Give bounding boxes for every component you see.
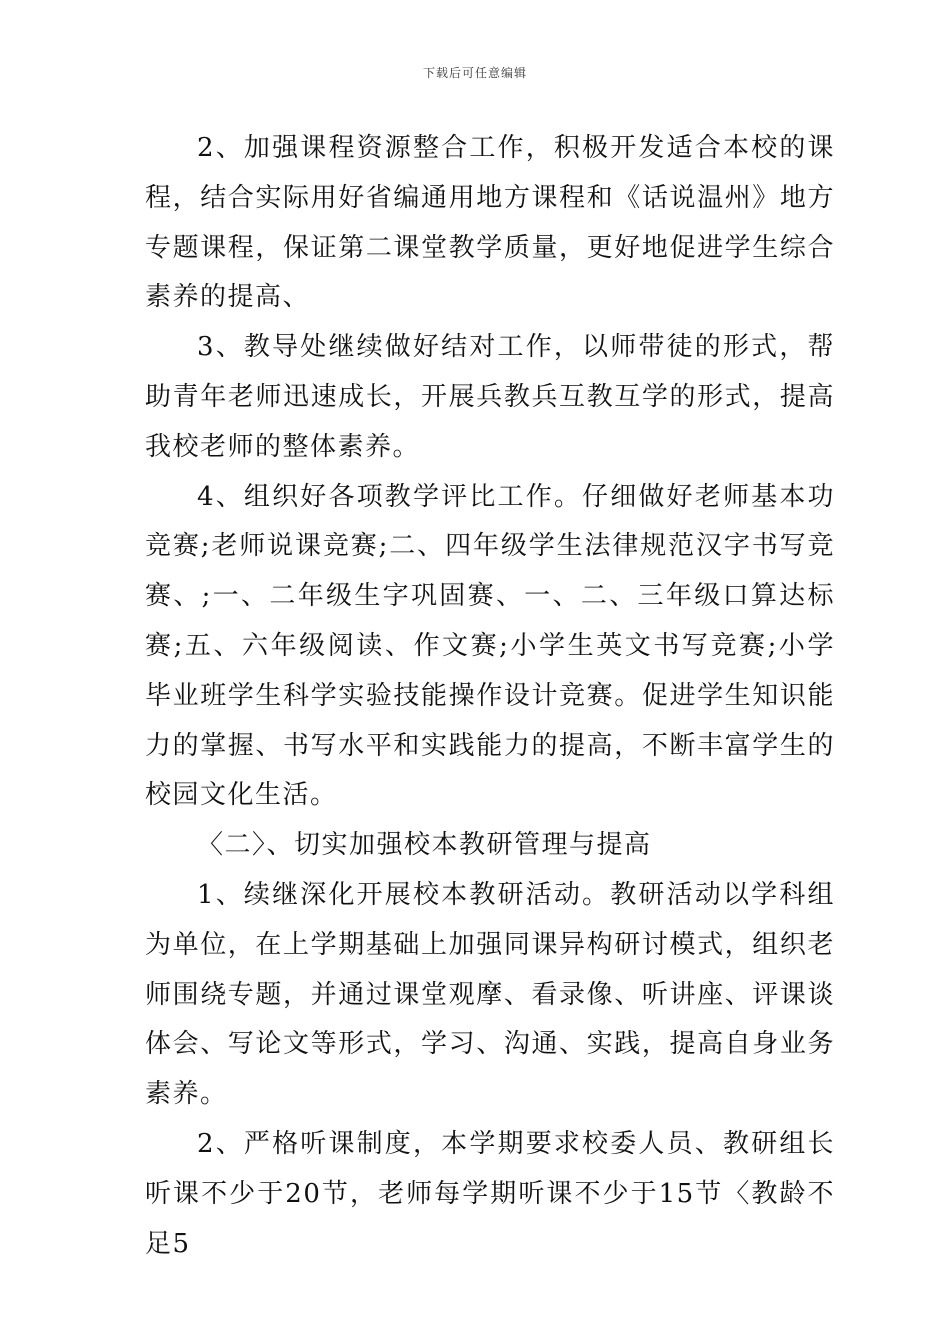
document-body xyxy=(145,124,835,1269)
section-heading: 〈二〉、切实加强校本教研管理与提高 xyxy=(197,830,652,861)
paragraph-competitions: 4、组织好各项教学评比工作。仔细做好老师基本功竞赛;老师说课竞赛;二、四年级学生法律规范汉字书写竞赛、;一、二年级生字巩固赛、一、二、三年级口算达标赛;五、六年级阅读、作文赛;小学生英文书写竞赛;小学毕业班学生科学实验技能操作设计竞赛。促进学生知识能力的掌握、书写水平和实践能力的提高，不断丰富学生的校园文化生活。 xyxy=(145,481,835,811)
paragraph-mentoring: 3、教导处继续做好结对工作，以师带徒的形式，帮助青年老师迅速成长，开展兵教兵互教互学的形式，提高我校老师的整体素养。 xyxy=(145,332,835,462)
paragraph-lesson-observation: 2、严格听课制度，本学期要求校委人员、教研组长听课不少于20节，老师每学期听课不少于15节〈教龄不足5 xyxy=(145,1128,835,1259)
paragraph-course-resources: 2、加强课程资源整合工作，积极开发适合本校的课程，结合实际用好省编通用地方课程和《话说温州》地方专题课程，保证第二课堂教学质量，更好地促进学生综合素养的提高、 xyxy=(145,133,835,313)
page-header-note: 下载后可任意编辑 xyxy=(422,66,527,80)
paragraph-school-research: 1、续继深化开展校本教研活动。教研活动以学科组为单位，在上学期基础上加强同课异构研讨模式，组织老师围绕专题，并通过课堂观摩、看录像、听讲座、评课谈体会、写论文等形式，学习、沟通、实践，提高自身业务素养。 xyxy=(145,879,835,1110)
